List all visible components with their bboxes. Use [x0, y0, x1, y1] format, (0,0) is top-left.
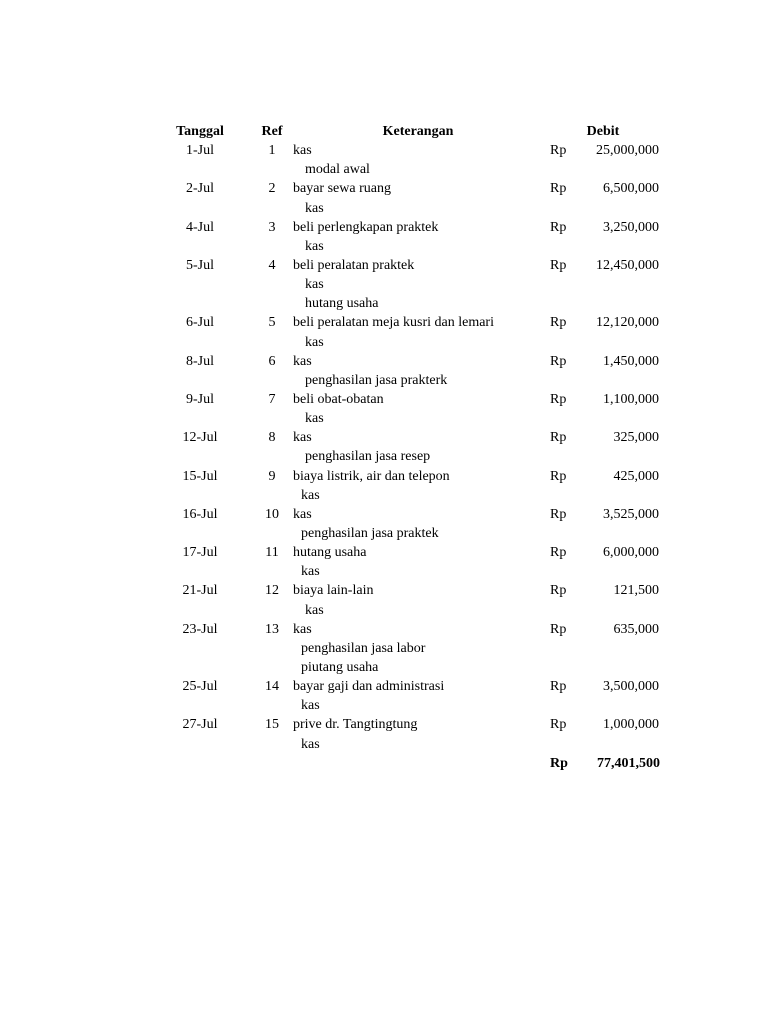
- entry-currency: Rp: [550, 143, 567, 159]
- entry-date: 15-Jul: [182, 468, 218, 484]
- entry-currency: Rp: [550, 257, 567, 273]
- entry-date: 4-Jul: [186, 219, 214, 235]
- entry-currency: Rp: [550, 430, 567, 446]
- entry-ref: 3: [268, 219, 276, 235]
- entry-counter-account: penghasilan jasa labor: [301, 640, 426, 656]
- table-subrow: [160, 601, 670, 620]
- entry-date: 17-Jul: [182, 545, 218, 561]
- entry-currency: Rp: [550, 679, 567, 695]
- entry-counter-account: penghasilan jasa prakterk: [305, 372, 448, 388]
- entry-description: beli obat-obatan: [293, 391, 384, 407]
- table-subrow: [160, 294, 670, 313]
- entry-description: hutang usaha: [293, 545, 367, 561]
- header-keterangan: Keterangan: [382, 124, 454, 139]
- table-row: [160, 218, 670, 237]
- entry-currency: Rp: [550, 391, 567, 407]
- entry-counter-account: kas: [305, 334, 324, 350]
- entry-date: 27-Jul: [182, 717, 218, 733]
- entry-ref: 11: [265, 545, 279, 561]
- entry-ref: 4: [268, 257, 276, 273]
- entry-counter-account: kas: [305, 277, 324, 293]
- entry-currency: Rp: [550, 315, 567, 331]
- table-subrow: [160, 486, 670, 505]
- entry-description: kas: [293, 430, 312, 446]
- entry-date: 9-Jul: [186, 391, 214, 407]
- entry-counter-account: kas: [305, 238, 324, 254]
- entry-amount: 12,450,000: [596, 257, 659, 273]
- table-subrow: [160, 735, 670, 754]
- journal-table: [160, 122, 670, 773]
- table-subrow: [160, 696, 670, 715]
- entry-amount: 325,000: [613, 430, 659, 446]
- table-body: [160, 141, 670, 754]
- entry-amount: 1,000,000: [603, 717, 659, 733]
- entry-ref: 12: [265, 583, 279, 599]
- table-subrow: [160, 160, 670, 179]
- table-subrow: [160, 409, 670, 428]
- entry-date: 5-Jul: [186, 257, 214, 273]
- entry-amount: 1,450,000: [603, 353, 659, 369]
- entry-counter-account: kas: [305, 411, 324, 427]
- table-subrow: [160, 199, 670, 218]
- entry-ref: 8: [268, 430, 276, 446]
- entry-description: biaya lain-lain: [293, 583, 374, 599]
- entry-counter-account: kas: [301, 698, 320, 714]
- table-row: [160, 505, 670, 524]
- entry-currency: Rp: [550, 468, 567, 484]
- entry-currency: Rp: [550, 583, 567, 599]
- table-subrow: [160, 639, 670, 658]
- entry-counter-account: kas: [305, 200, 324, 216]
- entry-ref: 7: [268, 391, 276, 407]
- total-row: [160, 754, 670, 773]
- entry-amount: 121,500: [613, 583, 659, 599]
- table-subrow: [160, 562, 670, 581]
- entry-counter-account: hutang usaha: [305, 296, 379, 312]
- entry-amount: 12,120,000: [596, 315, 659, 331]
- table-row: [160, 141, 670, 160]
- entry-amount: 25,000,000: [596, 143, 659, 159]
- table-row: [160, 715, 670, 734]
- header-ref: Ref: [261, 124, 283, 139]
- entry-counter-account: kas: [301, 487, 320, 503]
- header-debit: Debit: [586, 124, 620, 139]
- total-amount: 77,401,500: [597, 755, 660, 771]
- entry-counter-account: kas: [305, 602, 324, 618]
- entry-date: 25-Jul: [182, 679, 218, 695]
- table-subrow: [160, 275, 670, 294]
- entry-ref: 2: [268, 181, 276, 197]
- entry-date: 23-Jul: [182, 621, 218, 637]
- entry-date: 21-Jul: [182, 583, 218, 599]
- table-row: [160, 313, 670, 332]
- entry-counter-account: kas: [301, 564, 320, 580]
- entry-description: kas: [293, 506, 312, 522]
- entry-ref: 10: [265, 506, 279, 522]
- entry-description: bayar gaji dan administrasi: [293, 679, 445, 695]
- entry-date: 6-Jul: [186, 315, 214, 331]
- entry-currency: Rp: [550, 219, 567, 235]
- table-row: [160, 256, 670, 275]
- entry-ref: 5: [268, 315, 276, 331]
- entry-amount: 6,500,000: [603, 181, 659, 197]
- entry-ref: 6: [268, 353, 276, 369]
- entry-ref: 1: [268, 143, 276, 159]
- entry-description: biaya listrik, air dan telepon: [293, 468, 450, 484]
- entry-description: kas: [293, 353, 312, 369]
- table-row: [160, 677, 670, 696]
- entry-date: 12-Jul: [182, 430, 218, 446]
- entry-amount: 6,000,000: [603, 545, 659, 561]
- entry-ref: 14: [265, 679, 279, 695]
- entry-description: bayar sewa ruang: [293, 181, 391, 197]
- entry-amount: 3,250,000: [603, 219, 659, 235]
- table-row: [160, 390, 670, 409]
- entry-currency: Rp: [550, 353, 567, 369]
- entry-description: beli peralatan meja kusri dan lemari: [293, 315, 494, 331]
- entry-currency: Rp: [550, 506, 567, 522]
- entry-currency: Rp: [550, 545, 567, 561]
- entry-ref: 15: [265, 717, 279, 733]
- entry-description: beli perlengkapan praktek: [293, 219, 439, 235]
- entry-counter-account: penghasilan jasa praktek: [301, 525, 439, 541]
- entry-amount: 3,500,000: [603, 679, 659, 695]
- entry-counter-account: piutang usaha: [301, 659, 379, 675]
- entry-description: kas: [293, 143, 312, 159]
- table-row: [160, 179, 670, 198]
- entry-counter-account: kas: [301, 736, 320, 752]
- entry-date: 16-Jul: [182, 506, 218, 522]
- entry-currency: Rp: [550, 621, 567, 637]
- table-header: [160, 122, 670, 141]
- table-subrow: [160, 524, 670, 543]
- entry-ref: 9: [268, 468, 276, 484]
- entry-counter-account: modal awal: [305, 162, 370, 178]
- total-currency: Rp: [550, 755, 568, 771]
- table-row: [160, 467, 670, 486]
- table-subrow: [160, 333, 670, 352]
- header-tanggal: Tanggal: [176, 124, 224, 139]
- entry-amount: 425,000: [613, 468, 659, 484]
- entry-description: prive dr. Tangtingtung: [293, 717, 418, 733]
- table-subrow: [160, 371, 670, 390]
- table-subrow: [160, 658, 670, 677]
- table-subrow: [160, 447, 670, 466]
- entry-amount: 1,100,000: [603, 391, 659, 407]
- table-row: [160, 352, 670, 371]
- entry-description: beli peralatan praktek: [293, 257, 415, 273]
- table-subrow: [160, 237, 670, 256]
- entry-amount: 3,525,000: [603, 506, 659, 522]
- table-row: [160, 543, 670, 562]
- entry-currency: Rp: [550, 181, 567, 197]
- table-row: [160, 581, 670, 600]
- table-row: [160, 620, 670, 639]
- entry-amount: 635,000: [613, 621, 659, 637]
- entry-date: 2-Jul: [186, 181, 214, 197]
- entry-date: 1-Jul: [186, 143, 214, 159]
- entry-currency: Rp: [550, 717, 567, 733]
- entry-date: 8-Jul: [186, 353, 214, 369]
- table-row: [160, 428, 670, 447]
- entry-counter-account: penghasilan jasa resep: [305, 449, 431, 465]
- entry-description: kas: [293, 621, 312, 637]
- entry-ref: 13: [265, 621, 279, 637]
